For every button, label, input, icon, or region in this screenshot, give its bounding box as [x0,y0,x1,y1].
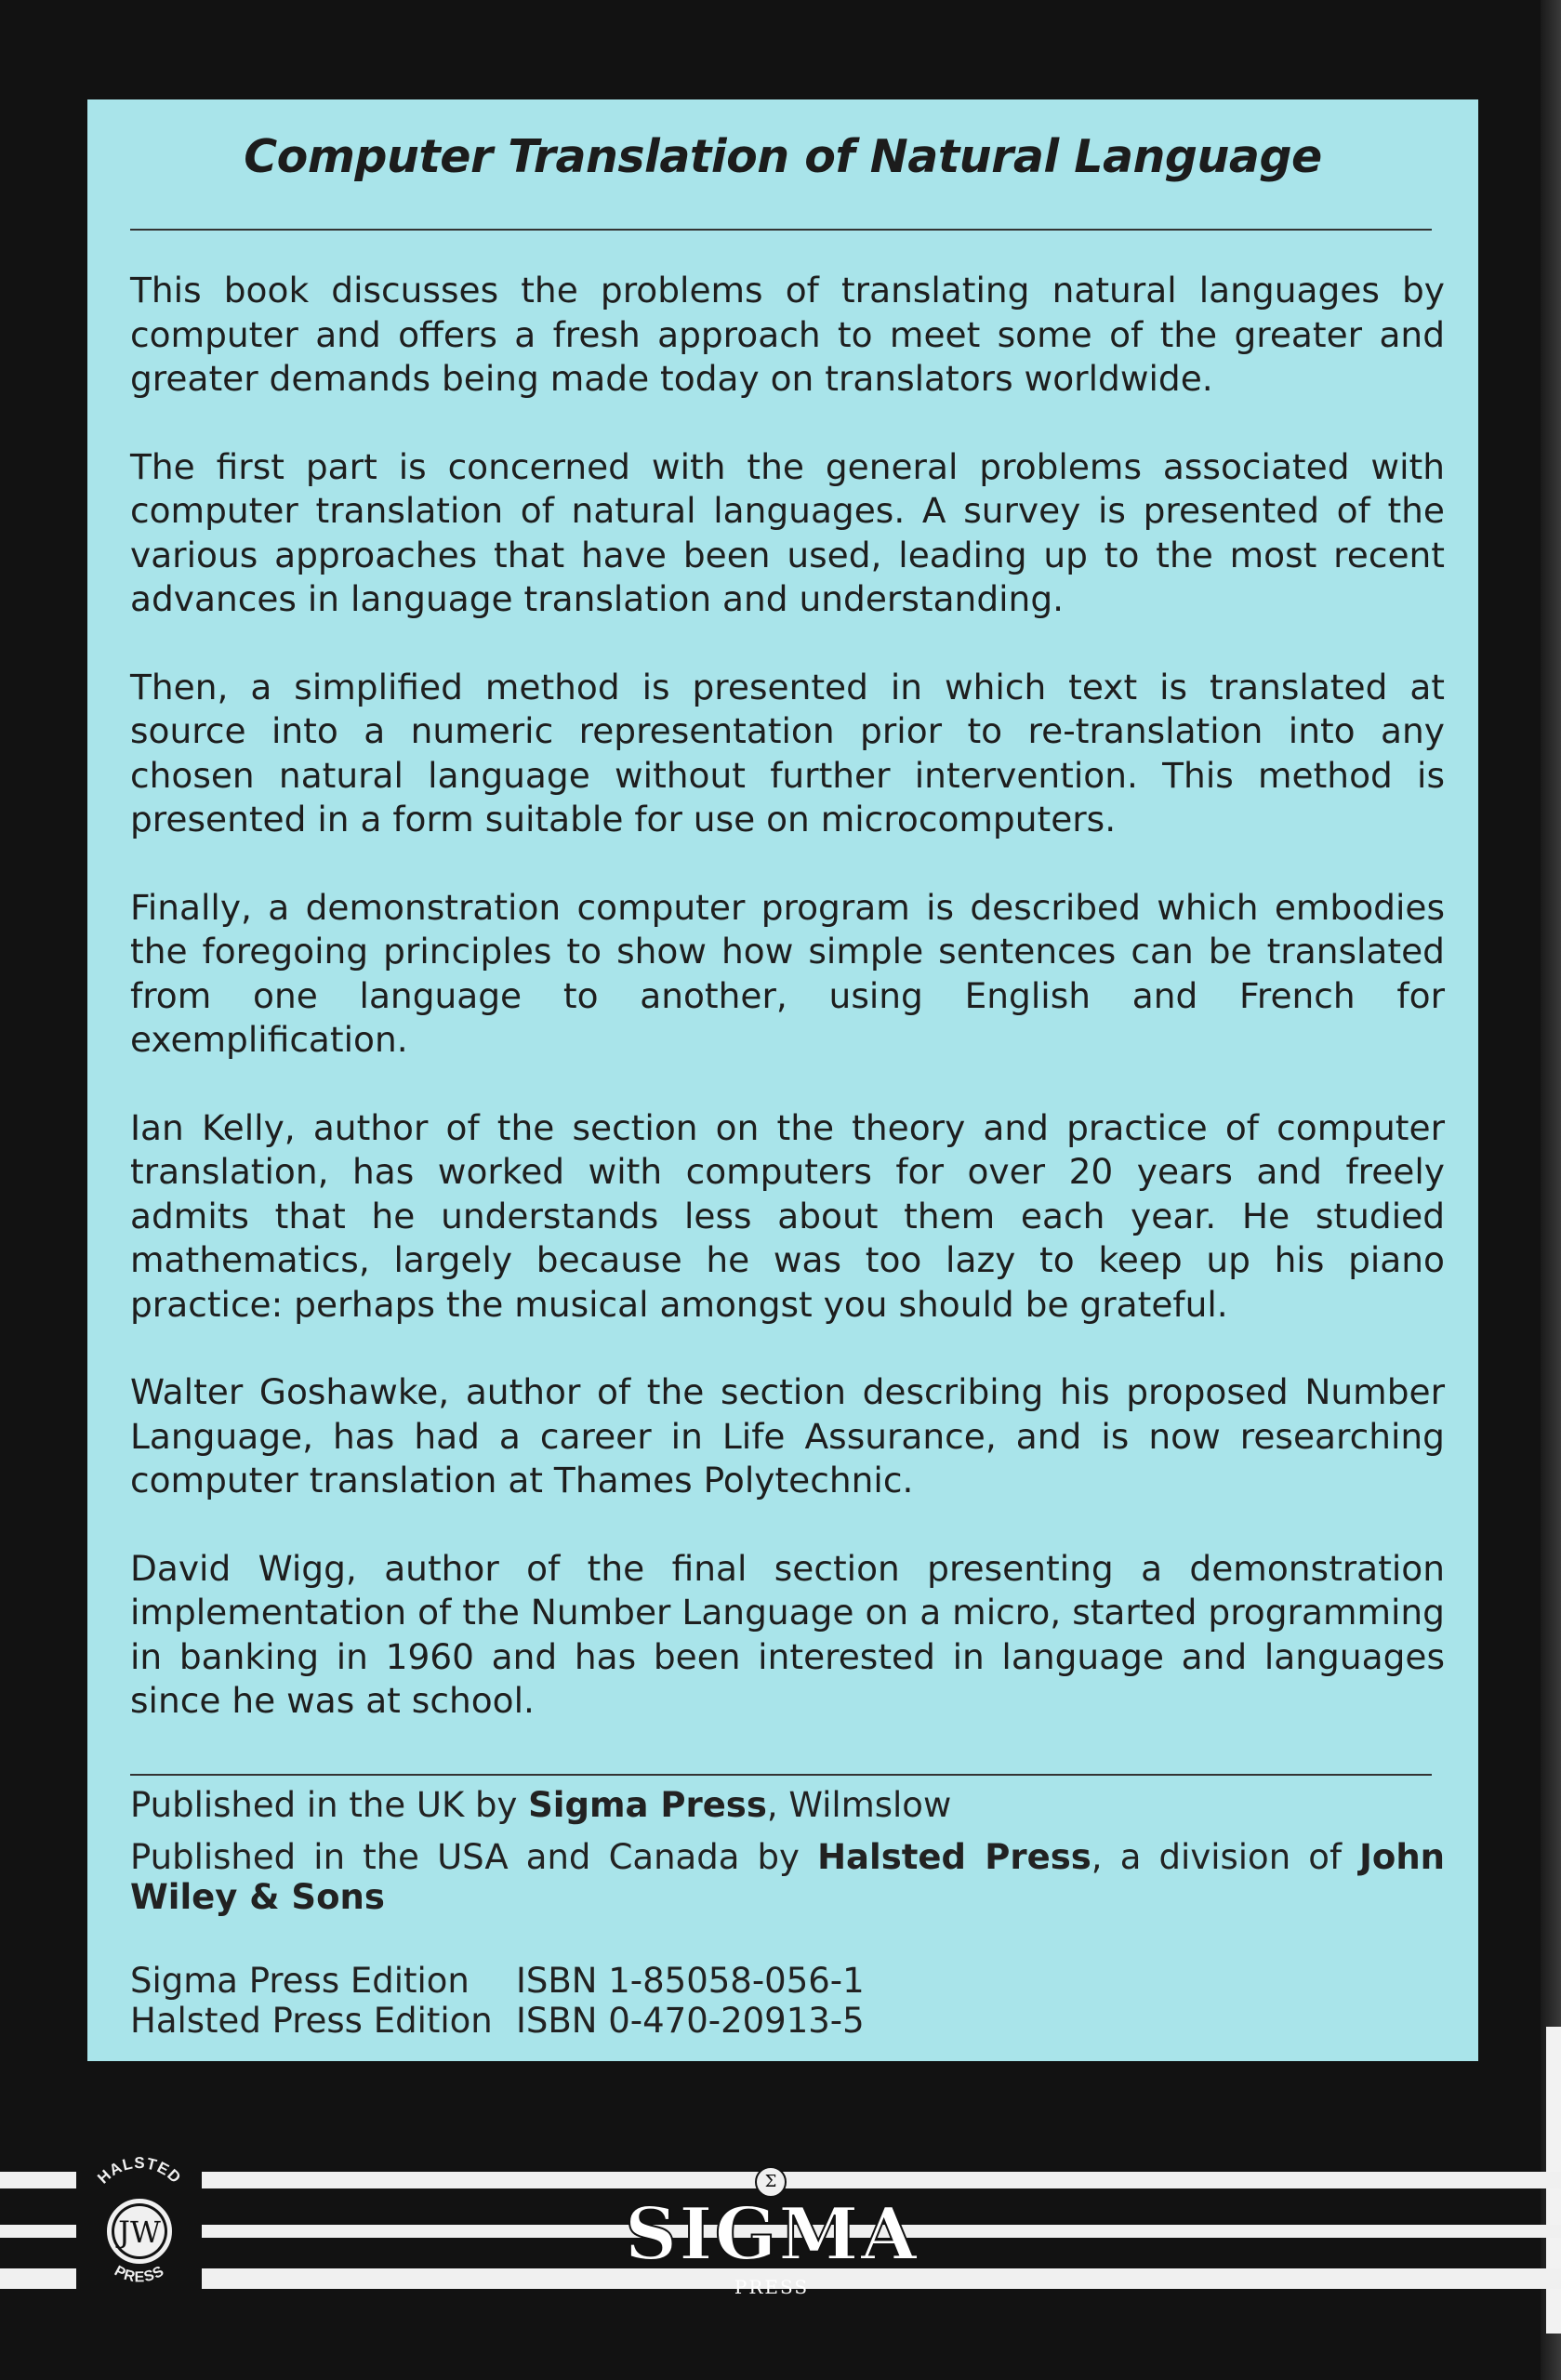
uk-publisher-name: Sigma Press [528,1785,767,1825]
blurb-paragraph: This book discusses the problems of translating natural languages by computer and offers a fresh approach to meet some of the greater and greater demands being made today on translators worldwide. [130,270,1445,399]
isbn-row [130,2001,967,2041]
sigma-symbol-icon: Σ [755,2166,787,2198]
author-bio-goshawke: Walter Goshawke, author of the section describing his proposed Number Language, has had a career in Life Assurance, and is now researching computer translation at Thames Polytechnic. [130,1371,1445,1501]
isbn-list [130,1961,967,2041]
blurb-paragraph: Then, a simplified method is presented in which text is translated at source into a numeric representation prior to re-translation into any chosen natural language without further intervention. This method is presented in a form suitable for use on microcomputers. [130,666,1445,840]
blurb-text [130,269,1445,1767]
halsted-bottom-text: PRESS [112,2263,167,2286]
blurb-panel [87,99,1478,2061]
halsted-press-logo [76,2157,202,2296]
title-divider [130,229,1432,231]
author-bio-wigg: David Wigg, author of the final section presenting a demonstration implementation of the Number Language on a micro, started programming in banking in 1960 and has been interested in language and languages since he was at school. [130,1547,1445,1721]
edition-label: Halsted Press Edition [130,2001,493,2041]
book-title: Computer Translation of Natural Language [244,130,1322,183]
halsted-top-text: HALSTED [94,2157,185,2188]
usa-publisher-name: Halsted Press [817,1837,1091,1877]
blurb-paragraph: Finally, a demonstration computer program is described which embodies the foregoing principles to show how simple sentences can be translated from one language to another, using English and French for exemplification. [130,886,1445,1060]
sigma-press-label: PRESS [734,2276,810,2298]
sigma-press-logo [614,2166,930,2306]
publisher-info [130,1785,1445,1929]
blurb-paragraph: The first part is concerned with the general problems associated with computer translation of natural languages. A survey is presented of the various approaches that have been used, leading up to the most recent advances in language translation and understanding. [130,445,1445,619]
isbn-row [130,1961,967,2001]
usa-publisher-line: Published in the USA and Canada by Halsted Press, a division of John Wiley & Sons [130,1837,1446,1917]
publisher-divider [130,1774,1432,1776]
halsted-monogram: JW [118,2215,161,2250]
uk-publisher-line: Published in the UK by Sigma Press, Wilmslow [130,1785,952,1825]
isbn-number: ISBN 0-470-20913-5 [516,2001,865,2041]
edition-label: Sigma Press Edition [130,1961,470,2001]
author-bio-kelly: Ian Kelly, author of the section on the theory and practice of computer translation, has worked with computers for over 20 years and freely admits that he understands less about them each year. He studied mathematics, largely because he was too lazy to keep up his piano practice: perhaps the musical amongst you should be grateful. [130,1106,1445,1325]
halsted-logo-icon [76,2157,202,2296]
sigma-wordmark: SIGMA [624,2192,919,2277]
isbn-number: ISBN 1-85058-056-1 [516,1961,865,2001]
cover-edge [1541,0,1561,2380]
parent-company-name: John Wiley & Sons [130,1837,1446,1917]
